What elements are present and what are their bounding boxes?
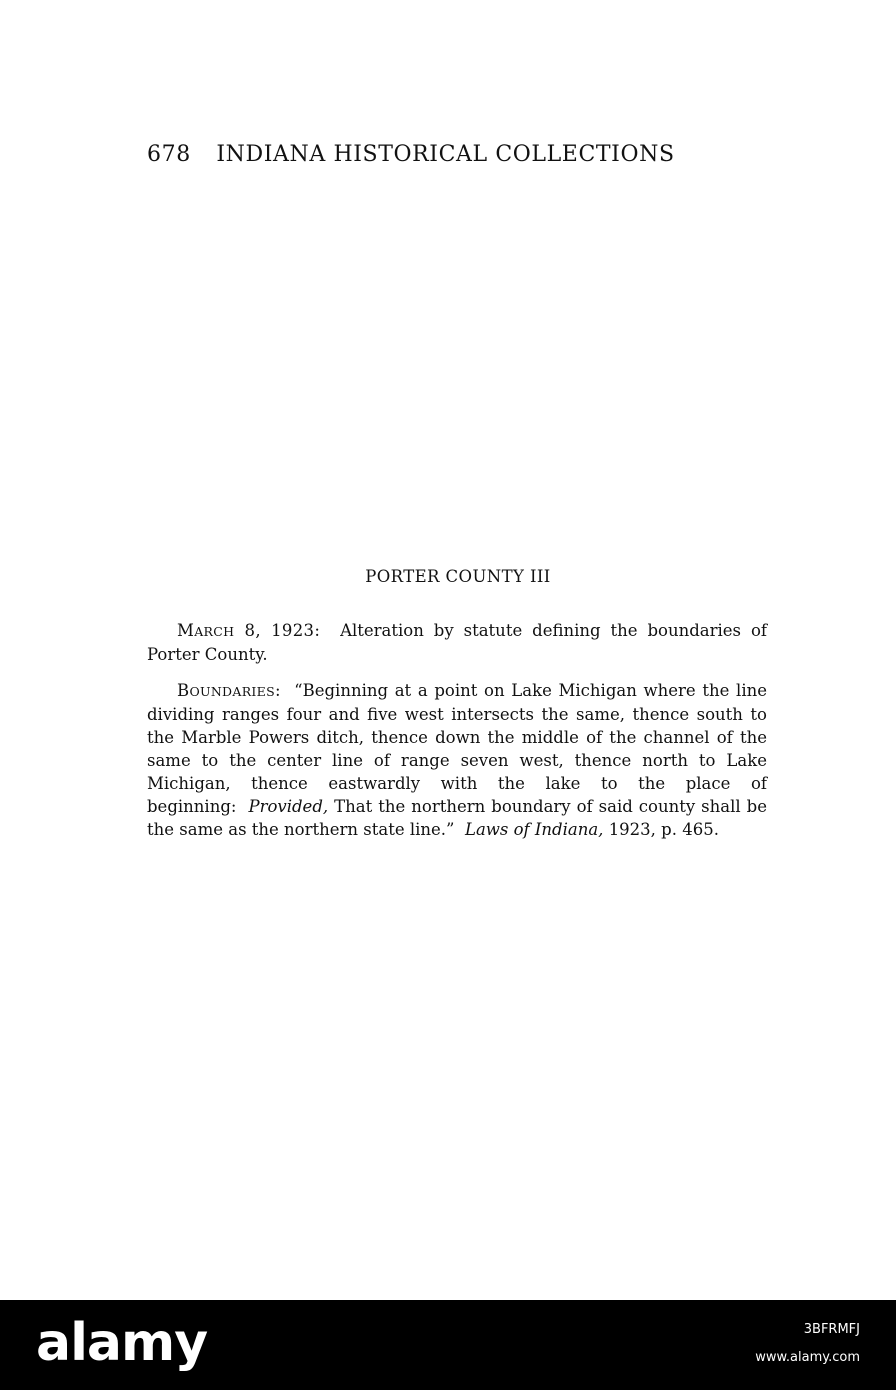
entry-date-text: Alteration by statute defining the boundaries of Porter County. xyxy=(147,620,767,664)
proviso-italic: Provided, xyxy=(248,796,329,816)
boundaries-label: BOUNDARIES: xyxy=(177,680,281,700)
entry-date-paragraph xyxy=(147,619,767,666)
section-heading: PORTER COUNTY III xyxy=(365,567,551,586)
site-url: www.alamy.com xyxy=(755,1350,860,1365)
watermark-footer xyxy=(0,1300,896,1390)
citation-rest: 1923, p. 465. xyxy=(608,819,719,839)
alamy-logo: alamy xyxy=(36,1313,208,1373)
boundaries-quote-end: That the northern boundary of said county shall be the same as the northern state line.” xyxy=(147,796,767,839)
running-title: INDIANA HISTORICAL COLLECTIONS xyxy=(216,142,675,167)
entry-date-label: MARCH 8, 1923: xyxy=(177,620,321,640)
page-number: 678 xyxy=(147,142,191,167)
image-code: 3BFRMFJ xyxy=(803,1322,860,1337)
citation-italic: Laws of Indiana, xyxy=(464,819,604,839)
boundaries-paragraph xyxy=(147,679,767,841)
boundaries-quote: “Beginning at a point on Lake Michigan where the line dividing ranges four and five west intersects the same, thence south to the Marble Powers ditch, thence down the middle of the channel of the same to the center line of range seven west, thence north to Lake Michigan, thence eastwardly with the lake to the place of beginning: xyxy=(147,680,767,816)
running-head xyxy=(147,142,675,167)
